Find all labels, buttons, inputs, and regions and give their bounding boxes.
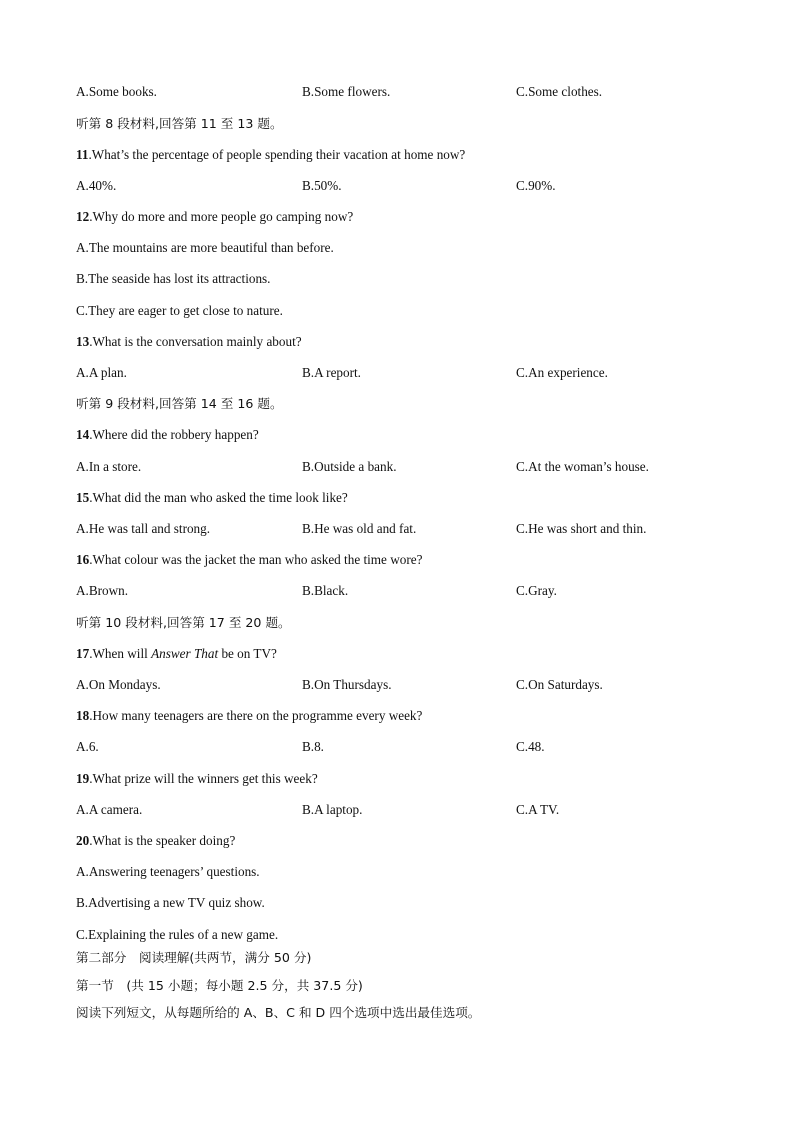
question-text: .What did the man who asked the time look like?	[89, 490, 348, 505]
section-9-heading: 听第 9 段材料,回答第 14 至 16 题。	[76, 396, 283, 411]
option-a: A.Brown.	[76, 583, 129, 598]
option-c: C.An experience.	[516, 365, 608, 380]
question-text: .What’s the percentage of people spending their vacation at home now?	[88, 147, 466, 162]
question-number: 16	[76, 552, 90, 567]
question-text-end: be on TV?	[218, 646, 277, 661]
question-text: .What is the conversation mainly about?	[89, 334, 302, 349]
question-13	[76, 334, 302, 350]
question-text: .What colour was the jacket the man who asked the time wore?	[89, 552, 423, 567]
question-17	[76, 646, 277, 662]
option-b: B.50%.	[302, 178, 342, 193]
option-a: A.40%.	[76, 178, 117, 193]
show-title: Answer That	[151, 646, 219, 661]
option-c: C.90%.	[516, 178, 556, 193]
option-c: C.Some clothes.	[516, 84, 603, 99]
question-19	[76, 771, 318, 787]
question-number: 12	[76, 209, 90, 224]
option-b: B.He was old and fat.	[302, 521, 417, 536]
part-2-section-1: 第一节 (共 15 小题；每小题 2.5 分，共 37.5 分)	[76, 978, 363, 993]
question-12	[76, 209, 353, 225]
option-a: A.The mountains are more beautiful than before.	[76, 240, 334, 255]
part-2-instructions: 阅读下列短文，从每题所给的 A、B、C 和 D 四个选项中选出最佳选项。	[76, 1005, 481, 1020]
option-c: C.He was short and thin.	[516, 521, 647, 536]
question-number: 19	[76, 771, 90, 786]
option-b: B.A report.	[302, 365, 361, 380]
part-2-heading: 第二部分 阅读理解(共两节，满分 50 分)	[76, 950, 312, 965]
option-c: C.Gray.	[516, 583, 557, 598]
q15-options	[0, 521, 794, 537]
option-c: C.Explaining the rules of a new game.	[76, 927, 279, 942]
option-c: C.48.	[516, 739, 545, 754]
option-b: B.The seaside has lost its attractions.	[76, 271, 271, 286]
question-text: .Where did the robbery happen?	[89, 427, 259, 442]
question-number: 20	[76, 833, 90, 848]
option-b: B.A laptop.	[302, 802, 363, 817]
q17-options	[0, 677, 794, 693]
question-number: 17	[76, 646, 90, 661]
question-text: .How many teenagers are there on the programme every week?	[89, 708, 423, 723]
q10-options	[0, 84, 794, 100]
question-15	[76, 490, 348, 506]
option-c: C.On Saturdays.	[516, 677, 603, 692]
option-a: A.6.	[76, 739, 99, 754]
option-c: C.They are eager to get close to nature.	[76, 303, 283, 318]
option-c: C.At the woman’s house.	[516, 459, 649, 474]
question-14	[76, 427, 259, 443]
option-c: C.A TV.	[516, 802, 560, 817]
option-a: A.In a store.	[76, 459, 142, 474]
q13-options	[0, 365, 794, 381]
option-b: B.8.	[302, 739, 324, 754]
section-10-heading: 听第 10 段材料,回答第 17 至 20 题。	[76, 615, 291, 630]
question-number: 14	[76, 427, 90, 442]
option-b: B.On Thursdays.	[302, 677, 392, 692]
q11-options	[0, 178, 794, 194]
option-a: A.Answering teenagers’ questions.	[76, 864, 260, 879]
option-b: B.Advertising a new TV quiz show.	[76, 895, 265, 910]
question-number: 18	[76, 708, 90, 723]
question-11	[76, 147, 465, 163]
question-text-start: .When will	[89, 646, 152, 661]
option-b: B.Black.	[302, 583, 349, 598]
question-16	[76, 552, 422, 568]
question-text: .Why do more and more people go camping now?	[89, 209, 354, 224]
option-b: B.Some flowers.	[302, 84, 391, 99]
question-number: 15	[76, 490, 90, 505]
option-a: A.Some books.	[76, 84, 157, 99]
question-number: 11	[76, 147, 89, 162]
q16-options	[0, 583, 794, 599]
q14-options	[0, 459, 794, 475]
option-a: A.A plan.	[76, 365, 127, 380]
option-a: A.A camera.	[76, 802, 143, 817]
option-b: B.Outside a bank.	[302, 459, 397, 474]
question-20	[76, 833, 235, 849]
option-a: A.On Mondays.	[76, 677, 161, 692]
section-8-heading: 听第 8 段材料,回答第 11 至 13 题。	[76, 116, 283, 131]
question-text: .What is the speaker doing?	[89, 833, 236, 848]
question-18	[76, 708, 422, 724]
option-a: A.He was tall and strong.	[76, 521, 211, 536]
question-text: .What prize will the winners get this week?	[89, 771, 318, 786]
q18-options	[0, 739, 794, 755]
question-number: 13	[76, 334, 90, 349]
q19-options	[0, 802, 794, 818]
